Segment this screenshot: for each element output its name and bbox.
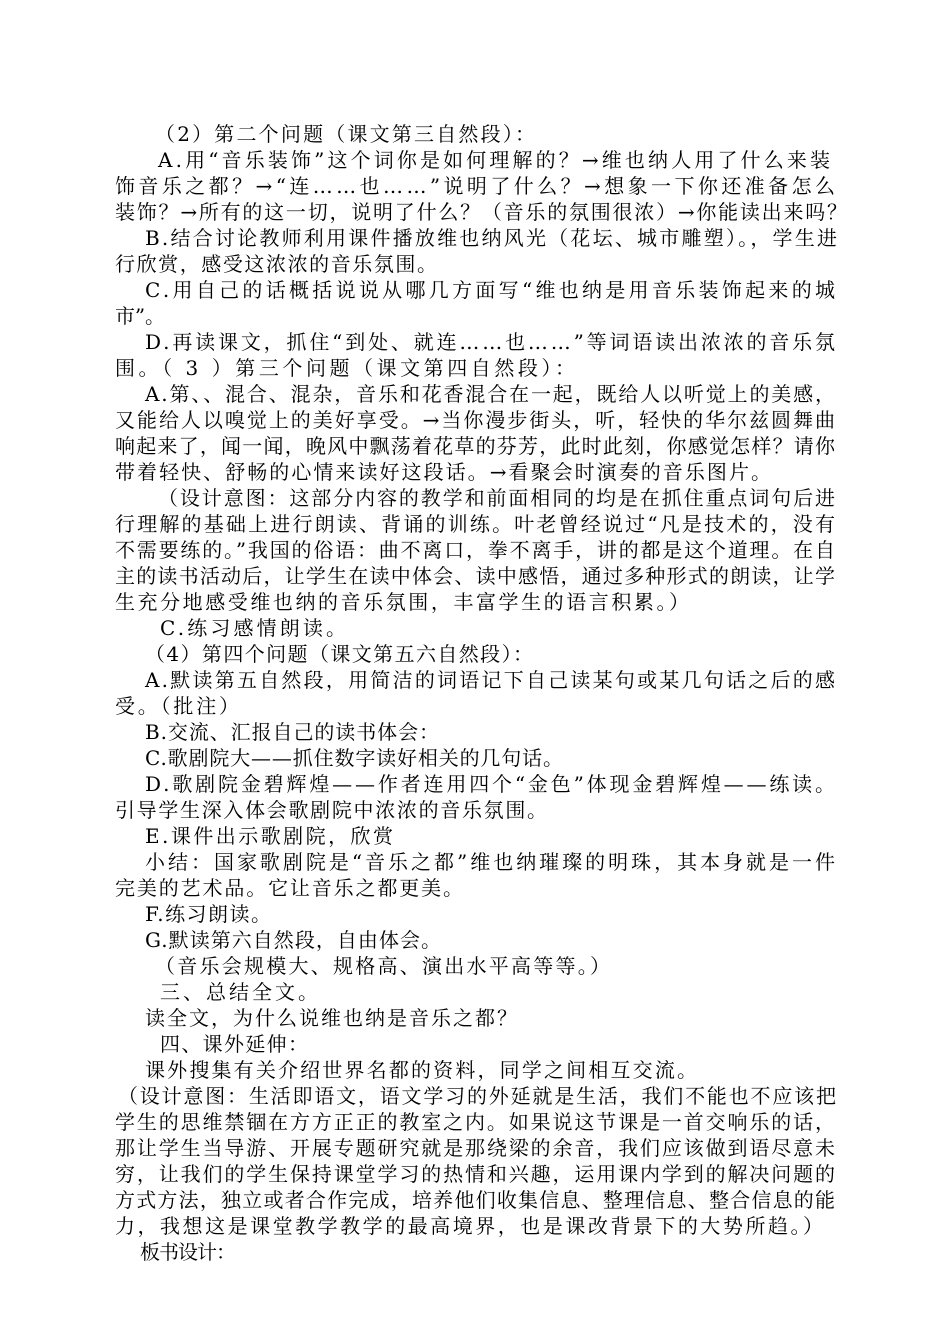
text-line: B.交流、汇报自己的读书体会： [145, 720, 440, 744]
text-line: 课外搜集有关介绍世界名都的资料，同学之间相互交流。 [145, 1058, 700, 1082]
text-line: 四、课外延伸： [160, 1032, 310, 1056]
text-line: 三、总结全文。 [160, 980, 321, 1004]
text-line: 装饰？→所有的这一切，说明了什么？（音乐的氛围很浓）→你能读出来吗？ [115, 200, 849, 224]
text-line: 带着轻快、舒畅的心情来读好这段话。→看聚会时演奏的音乐图片。 [115, 460, 774, 484]
text-line: 学生的思维禁锢在方方正正的教室之内。如果说这节课是一首交响乐的话， [115, 1110, 837, 1134]
text-line: 穷，让我们的学生保持课堂学习的热情和兴趣，运用课内学到的解决问题的 [115, 1162, 837, 1186]
text-line: 小结：国家歌剧院是“音乐之都”维也纳璀璨的明珠，其本身就是一件 [145, 850, 838, 874]
text-line: A.默读第五自然段，用简洁的词语记下自己读某句或某几句话之后的感 [145, 668, 838, 692]
text-line: 完美的艺术品。它让音乐之都更美。 [115, 876, 465, 900]
text-line: 不需要练的。”我国的俗语：曲不离口，拳不离手，讲的都是这个道理。在自 [115, 538, 837, 562]
text-line: 围。（ 3 ）第三个问题（课文第四自然段）： [115, 356, 579, 380]
text-line: C.歌剧院大——抓住数字读好相关的几句话。 [145, 746, 564, 770]
text-line: G.默读第六自然段，自由体会。 [145, 928, 443, 952]
text-line: 读全文，为什么说维也纳是音乐之都？ [145, 1006, 519, 1030]
text-line: （2）第二个问题（课文第三自然段）： [155, 122, 538, 146]
text-line: 受。（批注） [115, 694, 242, 718]
text-line: 响起来了，闻一闻，晚风中飘荡着花草的芬芳，此时此刻，你感觉怎样？请你 [115, 434, 837, 458]
text-line: 引导学生深入体会歌剧院中浓浓的音乐氛围。 [115, 798, 549, 822]
text-line: 又能给人以嗅觉上的美好享受。→当你漫步街头，听，轻快的华尔兹圆舞曲 [115, 408, 837, 432]
text-line: 生充分地感受维也纳的音乐氛围，丰富学生的语言积累。） [115, 590, 692, 614]
text-line: C.用自己的话概括说说从哪几方面写“维也纳是用音乐装饰起来的城 [145, 278, 839, 302]
text-line: （4）第四个问题（课文第五六自然段）： [145, 642, 535, 666]
text-line: A.用“音乐装饰”这个词你是如何理解的？→维也纳人用了什么来装 [158, 148, 834, 172]
text-line: D.再读课文，抓住“到处、就连……也……”等词语读出浓浓的音乐氛 [145, 330, 838, 354]
text-line: B.结合讨论教师利用课件播放维也纳风光（花坛、城市雕塑）。，学生进 [145, 226, 840, 250]
text-line: A.第、、混合、混杂，音乐和花香混合在一起，既给人以听觉上的美感， [145, 382, 837, 406]
text-line: （设计意图：这部分内容的教学和前面相同的均是在抓住重点词句后进 [158, 486, 837, 510]
text-line: D.歌剧院金碧辉煌——作者连用四个“金色”体现金碧辉煌——练读。 [145, 772, 838, 796]
text-line: 板书设计： [140, 1240, 235, 1264]
text-line: 那让学生当导游、开展专题研究就是那绕梁的余音，我们应该做到语尽意未 [115, 1136, 837, 1160]
text-line: 行理解的基础上进行朗读、背诵的训练。叶老曾经说过“凡是技术的，没有 [115, 512, 838, 536]
text-line: （设计意图：生活即语文，语文学习的外延就是生活，我们不能也不应该把 [118, 1084, 838, 1108]
text-line: 方式方法，独立或者合作完成，培养他们收集信息、整理信息、整合信息的能 [115, 1188, 837, 1212]
text-line: C.练习感情朗读。 [160, 616, 350, 640]
text-line: 主的读书活动后，让学生在读中体会、读中感悟，通过多种形式的朗读，让学 [115, 564, 837, 588]
text-line: F.练习朗读。 [145, 902, 273, 926]
text-line: 饰音乐之都？→“连……也……”说明了什么？→想象一下你还准备怎么 [115, 174, 839, 198]
text-line: 力，我想这是课堂教学教学的最高境界，也是课改背景下的大势所趋。） [115, 1214, 826, 1238]
text-line: （音乐会规模大、规格高、演出水平高等等。） [155, 954, 613, 978]
text-line: 市”。 [115, 304, 165, 328]
text-line: 行欣赏，感受这浓浓的音乐氛围。 [115, 252, 439, 276]
text-line: E.课件出示歌剧院，欣赏 [145, 824, 396, 848]
